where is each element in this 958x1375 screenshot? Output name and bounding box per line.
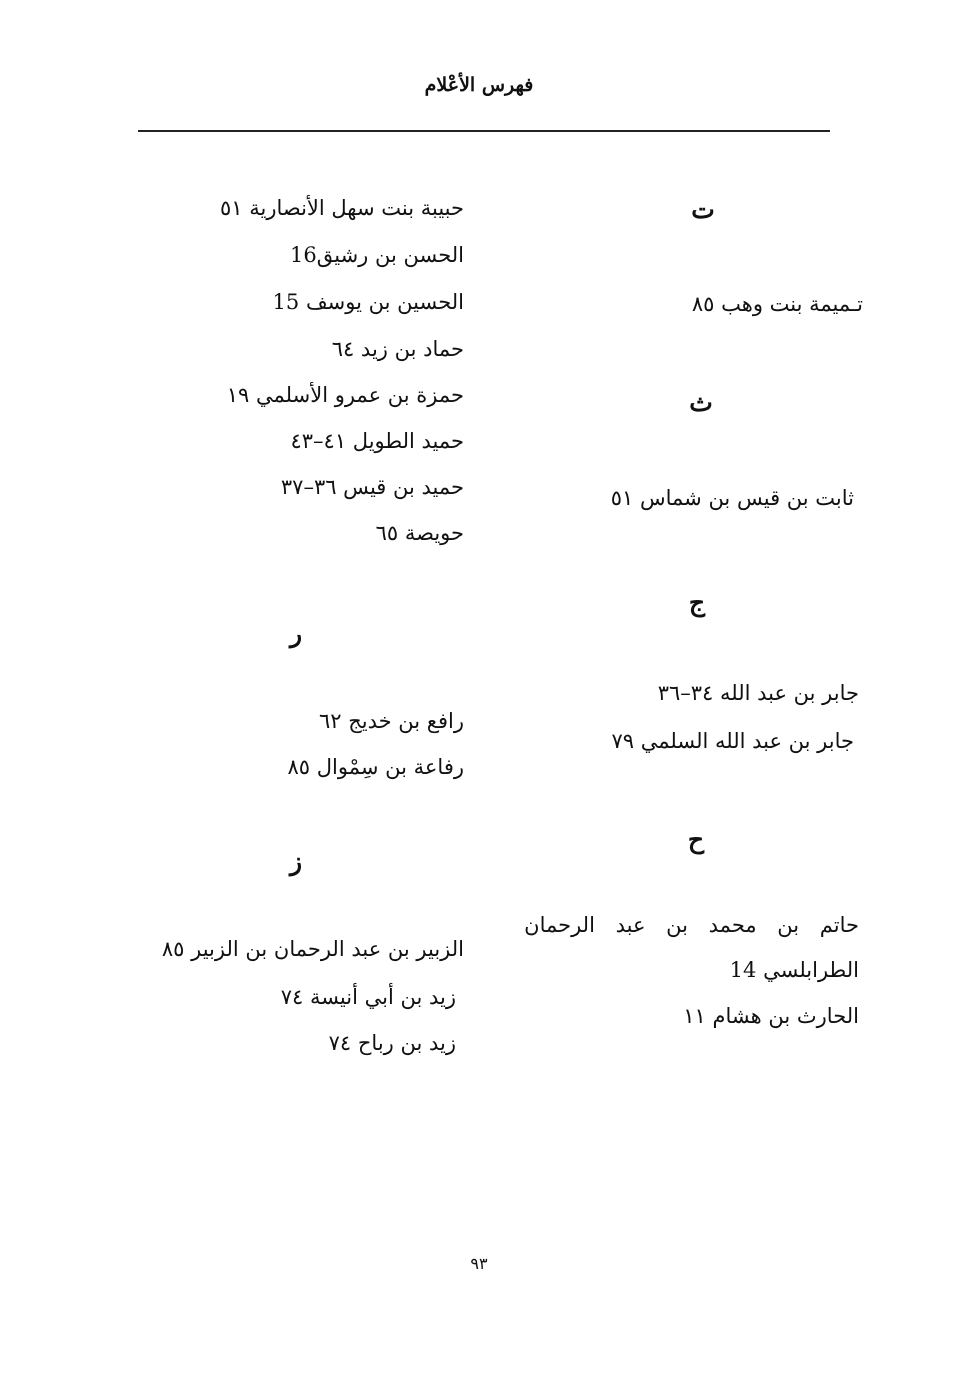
page-title: فهرس الأعْلام xyxy=(424,74,534,96)
index-entry: زيد بن رباح ٧٤ xyxy=(328,1031,456,1055)
section-letter-ra: ر xyxy=(289,619,303,648)
section-letter-tha: ث xyxy=(689,388,713,417)
section-letter-jim: ج xyxy=(688,588,706,617)
index-entry: جابر بن عبد الله السلمي ٧٩ xyxy=(611,729,854,753)
index-entry: جابر بن عبد الله ٣٤–٣٦ xyxy=(657,681,859,705)
index-entry: الطرابلسي 14 xyxy=(729,958,859,982)
index-entry: حبيبة بنت سهل الأنصارية ٥١ xyxy=(219,196,464,220)
index-entry: تـميمة بنت وهب ٨٥ xyxy=(691,292,863,316)
index-entry: الحارث بن هشام ١١ xyxy=(683,1004,859,1028)
index-entry: حاتم بن محمد بن عبد الرحمان xyxy=(524,913,859,937)
section-letter-ha: ح xyxy=(687,825,705,854)
index-entry: رفاعة بن سِمْوال ٨٥ xyxy=(287,755,464,779)
page-number: ٩٣ xyxy=(470,1254,488,1273)
index-entry: حميد الطويل ٤١–٤٣ xyxy=(290,429,464,453)
index-entry: ثابت بن قيس بن شماس ٥١ xyxy=(610,486,854,510)
section-letter-zay: ز xyxy=(289,847,303,876)
index-entry: الحسين بن يوسف 15 xyxy=(272,290,464,314)
index-entry: حميد بن قيس ٣٦–٣٧ xyxy=(280,475,464,499)
index-entry: رافع بن خديج ٦٢ xyxy=(318,709,464,733)
header-rule xyxy=(138,130,830,132)
index-entry: حمزة بن عمرو الأسلمي ١٩ xyxy=(226,383,464,407)
index-entry: زيد بن أبي أنيسة ٧٤ xyxy=(280,985,456,1009)
index-entry: حماد بن زيد ٦٤ xyxy=(331,337,464,361)
index-entry: الحسن بن رشيق16 xyxy=(289,243,464,267)
section-letter-ta: ت xyxy=(691,195,715,224)
index-entry: حويصة ٦٥ xyxy=(375,521,464,545)
index-entry: الزبير بن عبد الرحمان بن الزبير ٨٥ xyxy=(161,937,464,961)
